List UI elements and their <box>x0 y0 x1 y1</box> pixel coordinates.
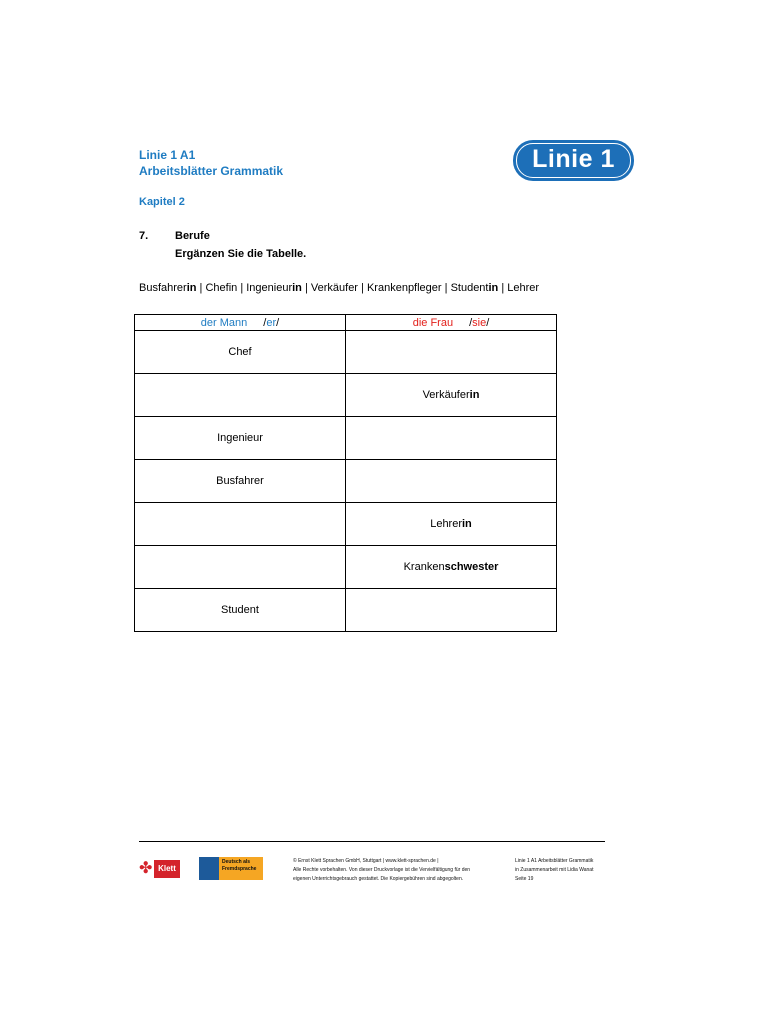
feminine-cell[interactable] <box>346 374 557 417</box>
klett-logo <box>139 858 180 880</box>
table-row <box>135 374 557 417</box>
chapter-label: Kapitel 2 <box>139 196 185 208</box>
word-separator: | <box>361 282 364 294</box>
header-noun-masculine: der Mann <box>200 316 248 329</box>
copyright-line: Alle Rechte vorbehalten. Von dieser Druckvorlage ist die Vervielfältigung für den <box>293 867 471 873</box>
cell-text: Student <box>221 604 259 616</box>
copyright-line: eigenen Unterrichtsgebrauch gestattet. Die Kopiergebühren sind abgegolten. <box>293 876 464 882</box>
feminine-cell[interactable] <box>346 331 557 374</box>
word-bank-item <box>205 282 237 294</box>
header-noun-feminine: die Frau <box>412 316 454 329</box>
word-base: Lehrer <box>507 282 540 294</box>
linie1-logo <box>513 140 634 181</box>
word-separator: | <box>304 282 308 294</box>
word-separator: | <box>240 282 244 294</box>
page-number: Seite 19 <box>515 876 534 882</box>
footer-divider <box>139 841 605 842</box>
header-slash: / <box>469 316 473 329</box>
task-number: 7. <box>139 230 149 242</box>
cell-text: Chef <box>228 346 252 358</box>
word-bank-item <box>507 282 539 294</box>
daf-logo-text <box>222 859 256 873</box>
cell-text: Ingenieur <box>217 432 263 444</box>
header-slash: / <box>486 316 490 329</box>
cell-text: Kranken <box>403 561 445 573</box>
page-info <box>515 857 593 884</box>
cell-text: Busfahrer <box>216 475 264 487</box>
header-masculine <box>135 315 346 331</box>
header-title <box>139 147 283 179</box>
word-bank-item <box>246 282 302 294</box>
word-bank-item <box>451 282 499 294</box>
header-pronoun-er: er <box>266 316 277 329</box>
feminine-cell[interactable] <box>346 589 557 632</box>
book-title: Linie 1 A1 <box>139 148 196 162</box>
daf-logo-strip <box>199 857 219 880</box>
header-slash: / <box>276 316 280 329</box>
table-row <box>135 546 557 589</box>
cell-text-bold: in <box>462 518 472 530</box>
task-title: Berufe <box>175 230 210 242</box>
header-feminine <box>346 315 557 331</box>
header-pronoun-sie: sie <box>472 316 487 329</box>
masculine-cell[interactable] <box>135 546 346 589</box>
word-separator: | <box>199 282 203 294</box>
daf-logo-line: Deutsch als <box>222 859 251 865</box>
table-row <box>135 417 557 460</box>
word-base: Busfahrer <box>139 282 187 294</box>
copyright-notice <box>293 857 470 884</box>
feminine-cell[interactable] <box>346 417 557 460</box>
word-base: Chefin <box>205 282 238 294</box>
header-slash: / <box>263 316 267 329</box>
table-row <box>135 460 557 503</box>
page-info-line: in Zusammenarbeit mit Lidia Wanat <box>515 867 594 873</box>
masculine-cell[interactable] <box>135 589 346 632</box>
word-suffix: in <box>292 282 302 294</box>
table-header-row <box>135 315 557 331</box>
profession-table <box>134 314 557 632</box>
word-base: Ingenieur <box>246 282 293 294</box>
word-bank-item <box>367 282 442 294</box>
feminine-cell[interactable] <box>346 503 557 546</box>
word-bank-item <box>311 282 358 294</box>
page-info-line: Linie 1 A1 Arbeitsblätter Grammatik <box>515 858 594 864</box>
daf-logo-line: Fremdsprache <box>222 866 257 872</box>
copyright-line: © Ernst Klett Sprachen GmbH, Stuttgart | www.klett-sprachen.de | <box>293 858 439 864</box>
masculine-cell[interactable] <box>135 374 346 417</box>
masculine-cell[interactable] <box>135 331 346 374</box>
masculine-cell[interactable] <box>135 460 346 503</box>
cell-text: Lehrer <box>430 518 462 530</box>
word-base: Student <box>450 282 489 294</box>
book-subtitle: Arbeitsblätter Grammatik <box>139 164 284 178</box>
word-bank <box>139 282 539 294</box>
logo-text: Linie 1 <box>532 145 615 173</box>
feminine-cell[interactable] <box>346 460 557 503</box>
masculine-cell[interactable] <box>135 503 346 546</box>
word-separator: | <box>501 282 505 294</box>
klett-logo-text: Klett <box>154 860 180 878</box>
word-suffix: in <box>488 282 499 294</box>
table-row <box>135 503 557 546</box>
word-base: Krankenpfleger <box>366 282 442 294</box>
word-base: Verkäufer <box>310 282 358 294</box>
table-row <box>135 331 557 374</box>
klett-figure-icon: ✤ <box>139 860 153 877</box>
task-instruction: Ergänzen Sie die Tabelle. <box>175 248 307 260</box>
cell-text: Verkäufer <box>422 389 470 401</box>
feminine-cell[interactable] <box>346 546 557 589</box>
word-bank-item <box>139 282 196 294</box>
word-separator: | <box>444 282 448 294</box>
cell-text-bold: in <box>469 389 480 401</box>
word-suffix: in <box>186 282 197 294</box>
daf-logo <box>199 857 263 880</box>
cell-text-bold: schwester <box>444 561 499 573</box>
table-row <box>135 589 557 632</box>
masculine-cell[interactable] <box>135 417 346 460</box>
